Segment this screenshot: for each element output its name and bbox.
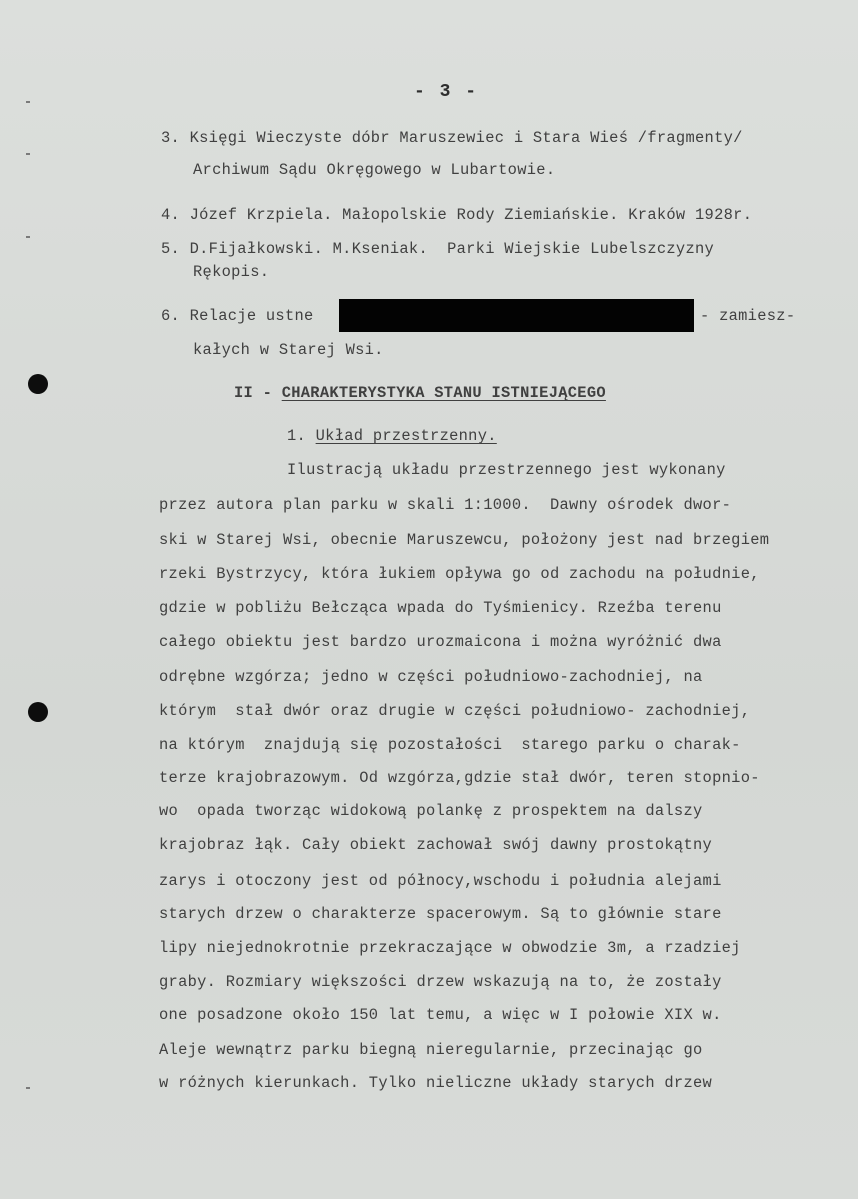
body-line: zarys i otoczony jest od północy,wschodu i południa alejami (159, 872, 722, 890)
body-line: w różnych kierunkach. Tylko nieliczne układy starych drzew (159, 1074, 713, 1092)
body-line: na którym znajdują się pozostałości starego parku o charak- (159, 736, 741, 754)
margin-mark (26, 1087, 30, 1089)
punch-hole-top (28, 374, 48, 394)
body-line: one posadzone około 150 lat temu, a więc w I połowie XIX w. (159, 1006, 722, 1024)
body-line: Aleje wewnątrz parku biegną nieregularnie, przecinając go (159, 1041, 703, 1059)
section-heading (234, 383, 606, 403)
body-line: lipy niejednokrotnie przekraczające w obwodzie 3m, a rzadziej (159, 939, 741, 957)
body-line: terze krajobrazowym. Od wzgórza,gdzie stał dwór, teren stopnio- (159, 769, 760, 787)
body-line: graby. Rozmiary większości drzew wskazują na to, że zostały (159, 973, 722, 991)
body-line: gdzie w pobliżu Bełcząca wpada do Tyśmienicy. Rzeźba terenu (159, 599, 722, 617)
margin-mark (26, 153, 30, 155)
punch-hole-bottom (28, 702, 48, 722)
section-heading-title: CHARAKTERYSTYKA STANU ISTNIEJĄCEGO (281, 384, 606, 402)
reference-3-line2: Archiwum Sądu Okręgowego w Lubartowie. (193, 161, 556, 179)
page-number: - 3 - (414, 82, 479, 102)
margin-mark (26, 101, 30, 103)
reference-4: 4. Józef Krzpiela. Małopolskie Rody Ziemiańskie. Kraków 1928r. (161, 206, 753, 224)
body-line: rzeki Bystrzycy, która łukiem opływa go od zachodu na południe, (159, 565, 760, 583)
body-line: przez autora plan parku w skali 1:1000. Dawny ośrodek dwor- (159, 496, 732, 514)
reference-6-line2: kałych w Starej Wsi. (193, 341, 384, 359)
reference-6-end: - zamiesz- (700, 307, 796, 325)
body-line: całego obiektu jest bardzo urozmaicona i można wyróżnić dwa (159, 633, 722, 651)
body-line: krajobraz łąk. Cały obiekt zachował swój dawny prostokątny (159, 836, 713, 854)
reference-3-line1: 3. Księgi Wieczyste dóbr Maruszewiec i Stara Wieś /fragmenty/ (161, 129, 743, 147)
body-line: odrębne wzgórza; jedno w części południowo-zachodniej, na (159, 668, 703, 686)
body-line: wo opada tworząc widokową polankę z prospektem na dalszy (159, 802, 703, 820)
reference-5-line2: Rękopis. (193, 263, 270, 281)
body-line: którym stał dwór oraz drugie w części południowo- zachodniej, (159, 702, 751, 720)
body-line: ski w Starej Wsi, obecnie Maruszewcu, położony jest nad brzegiem (159, 531, 770, 549)
margin-mark (26, 236, 30, 238)
section-heading-prefix: II - (234, 384, 282, 402)
redaction-bar (339, 299, 694, 332)
subsection-number: 1. (287, 427, 316, 445)
reference-6-start: 6. Relacje ustne (161, 307, 314, 325)
body-line: starych drzew o charakterze spacerowym. Są to głównie stare (159, 905, 722, 923)
subsection-heading (287, 426, 497, 446)
body-line: Ilustracją układu przestrzennego jest wykonany (287, 461, 726, 479)
subsection-title: Układ przestrzenny. (315, 427, 497, 445)
reference-5-line1: 5. D.Fijałkowski. M.Kseniak. Parki Wiejskie Lubelszczyzny (161, 240, 715, 258)
